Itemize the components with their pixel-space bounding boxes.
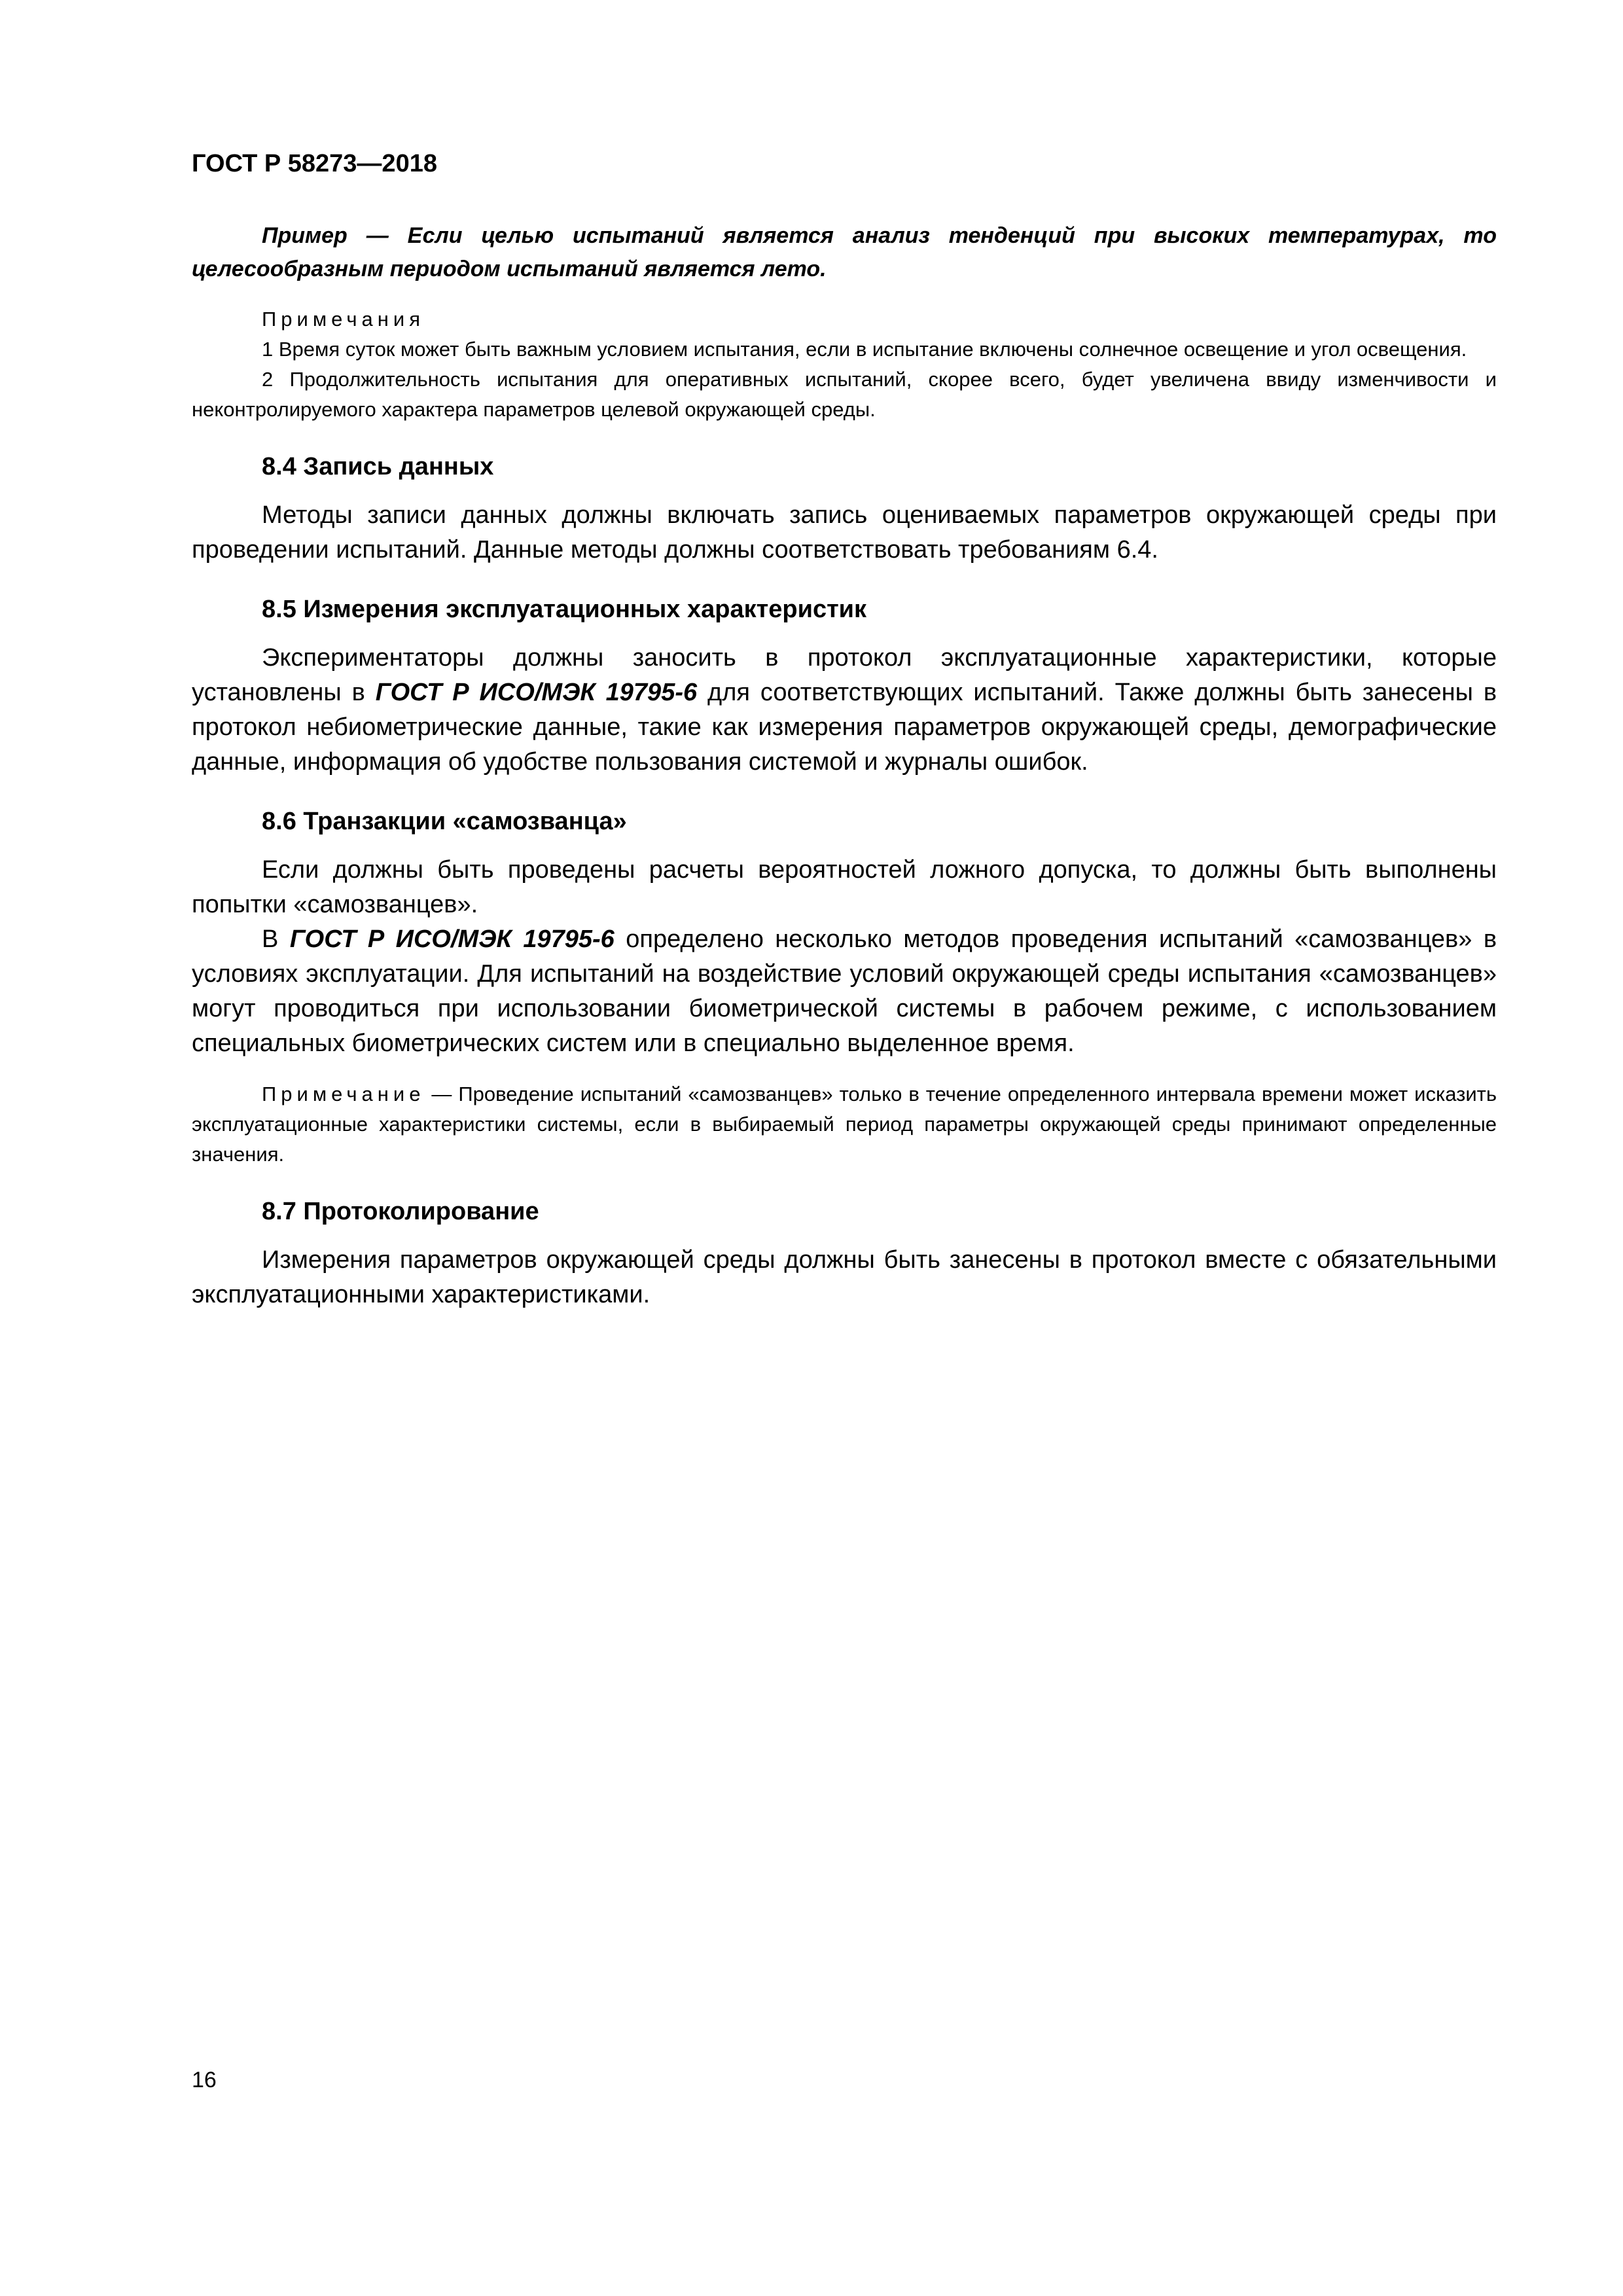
page-number: 16 (192, 2068, 217, 2092)
section-8-6-note (192, 1079, 1497, 1170)
section-heading-8-6: 8.6 Транзакции «самозванца» (262, 808, 627, 835)
notes-title: Примечания (262, 308, 425, 331)
section-8-6-paragraph-2 (192, 922, 1497, 1061)
section-8-6-paragraph-1: Если должны быть проведены расчеты вероятностей ложного допуска, то должны быть выполнены попытки «самозванцев». (192, 856, 1497, 918)
note-item-1: 1 Время суток может быть важным условием испытания, если в испытание включены солнечное освещение и угол освещения. (262, 338, 1467, 361)
document-code: ГОСТ Р 58273—2018 (192, 150, 437, 177)
page-content (192, 219, 1497, 1312)
section-8-6-p2-before: В (262, 925, 290, 953)
note-label: Примечание (262, 1083, 425, 1105)
section-8-6-p2-after: определено несколько методов проведения испытаний «самозванцев» в условиях эксплуатации. Для испытаний на воздействие условий окружающей среды испытания «самозванцев» могут проводиться при использовании биометрической системы в рабочем режиме, с использованием специальных биометрических систем или в специально выделенное время. (192, 925, 1497, 1057)
section-8-5-text (192, 641, 1497, 780)
section-8-7-text: Измерения параметров окружающей среды должны быть занесены в протокол вместе с обязательными эксплуатационными характеристиками. (192, 1246, 1497, 1308)
note-item-2: 2 Продолжительность испытания для оперативных испытаний, скорее всего, будет увеличена ввиду изменчивости и неконтролируемого характера параметров целевой окружающей среды. (192, 368, 1497, 421)
standard-reference-link: ГОСТ Р ИСО/МЭК 19795-6 (289, 925, 615, 953)
section-heading-8-4: 8.4 Запись данных (262, 453, 494, 480)
example-paragraph: Пример — Если целью испытаний является анализ тенденций при высоких температурах, то целесообразным периодом испытаний является лето. (192, 223, 1497, 281)
section-heading-8-5: 8.5 Измерения эксплуатационных характеристик (262, 596, 867, 623)
note-text: — Проведение испытаний «самозванцев» только в течение определенного интервала времени может исказить эксплуатационные характеристики системы, если в выбираемый период параметры окружающей среды принимают определенные значения. (192, 1083, 1497, 1166)
section-8-5-text-after: для соответствующих испытаний. Также должны быть занесены в протокол небиометрические данные, такие как измерения параметров окружающей среды, демографические данные, информация об удобстве пользования системой и журналы ошибок. (192, 679, 1497, 776)
section-8-4-text: Методы записи данных должны включать запись оцениваемых параметров окружающей среды при проведении испытаний. Данные методы должны соответствовать требованиям 6.4. (192, 501, 1497, 564)
section-8-5-text-before: Экспериментаторы должны заносить в протокол эксплуатационные характеристики, которые установлены в (192, 644, 1497, 706)
section-heading-8-7: 8.7 Протоколирование (262, 1198, 539, 1225)
standard-reference-link: ГОСТ Р ИСО/МЭК 19795-6 (375, 679, 698, 706)
